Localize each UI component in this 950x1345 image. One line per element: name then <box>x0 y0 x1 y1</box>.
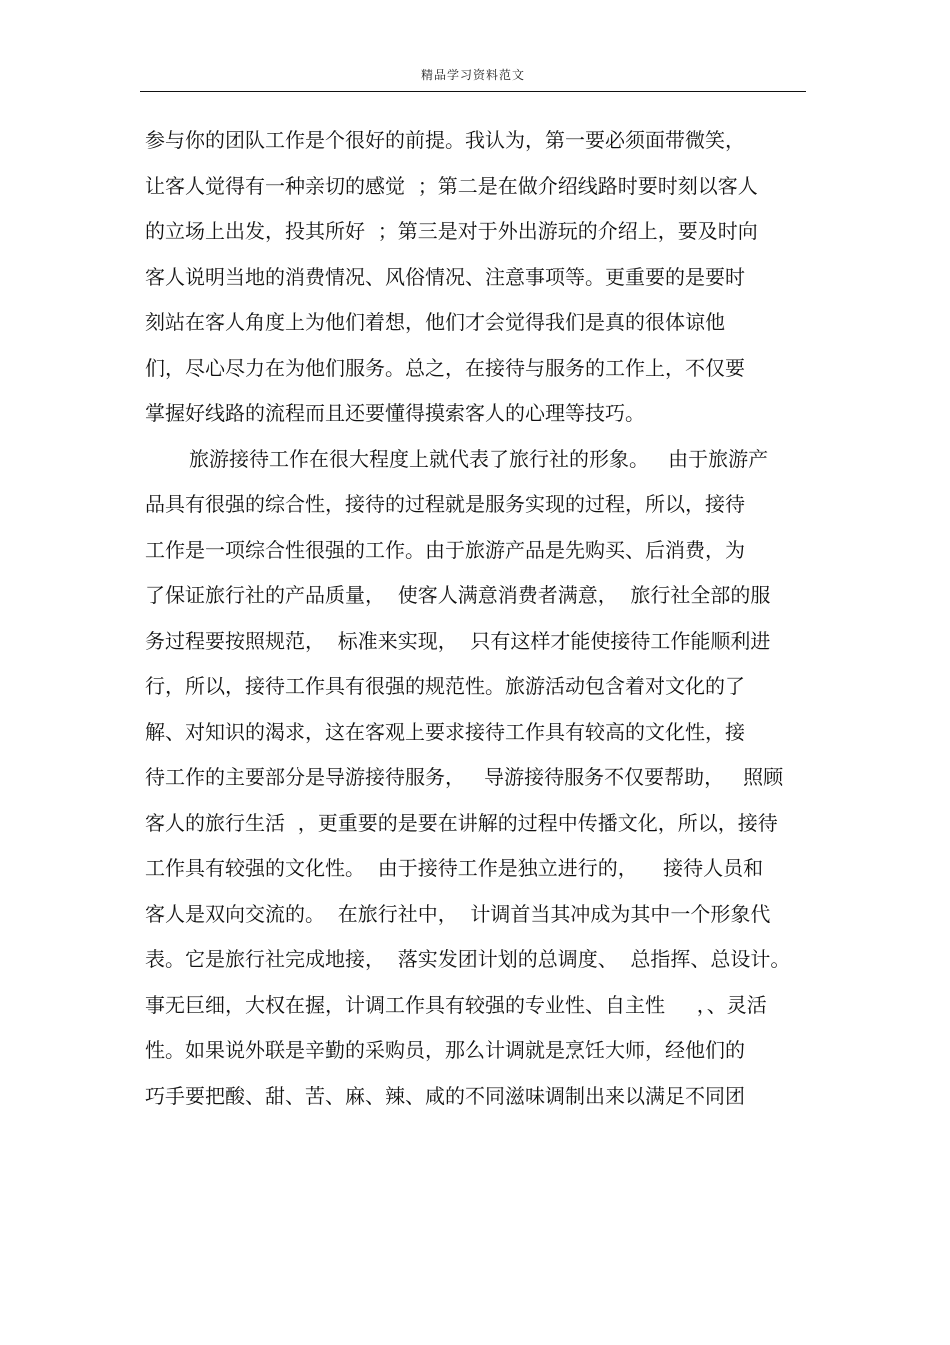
text-line: 工作具有较强的文化性。 由于接待工作是独立进行的， 接待人员和 <box>145 856 764 880</box>
header-title: 精品学习资料范文 <box>420 68 525 82</box>
text-line: 客人是双向交流的。 在旅行社中， 计调首当其冲成为其中一个形象代 <box>145 901 771 926</box>
paragraph-first-line: 旅游接待工作在很大程度上就代表了旅行社的形象。 由于旅游产 <box>189 446 769 471</box>
text-line: 客人的旅行生活 ，更重要的是要在讲解的过程中传播文化，所以，接待 <box>145 810 778 835</box>
text-line: 客人说明当地的消费情况、风俗情况、注意事项等。更重要的是要时 <box>145 264 745 289</box>
text-line: 让客人觉得有一种亲切的感觉 ；第二是在做介绍线路时要时刻以客人 <box>145 173 758 198</box>
text-line: 的立场上出发，投其所好 ；第三是对于外出游玩的介绍上，要及时向 <box>145 219 758 243</box>
text-line: 表。它是旅行社完成地接， 落实发团计划的总调度、 总指挥、总设计。 <box>145 947 791 971</box>
text-line: 品具有很强的综合性，接待的过程就是服务实现的过程，所以，接待 <box>145 492 745 516</box>
text-line: 务过程要按照规范， 标准来实现， 只有这样才能使接待工作能顺利进 <box>145 628 771 653</box>
header-divider <box>140 91 806 92</box>
text-line: 刻站在客人角度上为他们着想，他们才会觉得我们是真的很体谅他 <box>145 310 725 334</box>
text-line: 行，所以，接待工作具有很强的规范性。旅游活动包含着对文化的了 <box>145 674 745 698</box>
text-line: 巧手要把酸、甜、苦、麻、辣、咸的不同滋味调制出来以满足不同团 <box>145 1083 745 1108</box>
text-line: 掌握好线路的流程而且还要懂得摸索客人的心理等技巧。 <box>145 401 645 425</box>
text-line: 参与你的团队工作是个很好的前提。我认为，第一要必须面带微笑， <box>145 128 745 152</box>
text-line: 工作是一项综合性很强的工作。由于旅游产品是先购买、后消费，为 <box>145 537 745 562</box>
text-line: 事无巨细，大权在握，计调工作具有较强的专业性、自主性 ，、灵活 <box>145 992 767 1017</box>
text-line: 性。如果说外联是辛勤的采购员，那么计调就是烹饪大师，经他们的 <box>145 1038 745 1062</box>
text-line: 待工作的主要部分是导游接待服务， 导游接待服务不仅要帮助， 照顾 <box>145 765 784 789</box>
text-line: 们，尽心尽力在为他们服务。总之，在接待与服务的工作上，不仅要 <box>145 355 745 380</box>
text-line: 解、对知识的渴求，这在客观上要求接待工作具有较高的文化性，接 <box>145 719 745 744</box>
text-line: 了保证旅行社的产品质量， 使客人满意消费者满意， 旅行社全部的服 <box>145 583 771 607</box>
document-body <box>145 124 817 1125</box>
